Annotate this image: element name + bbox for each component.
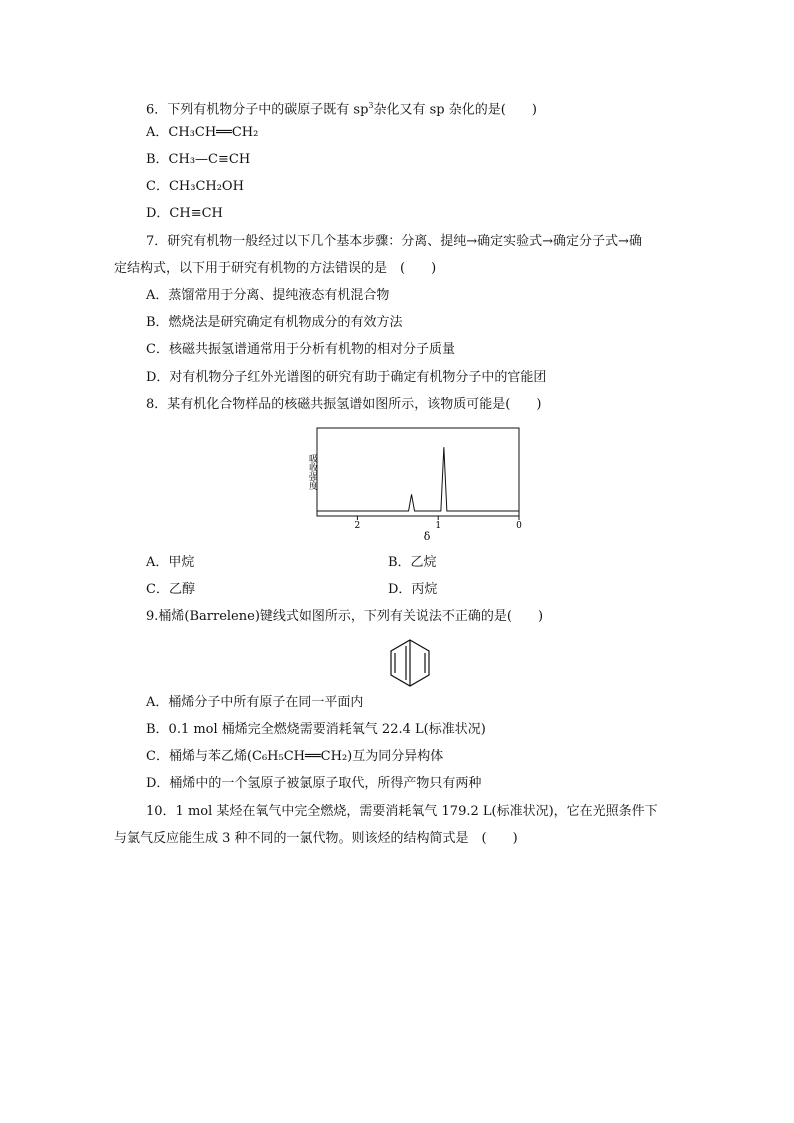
q9-option-c: C．桶烯与苯乙烯(C₆H₅CH══CH₂)互为同分异构体: [146, 749, 444, 764]
q6-option-c: C．CH₃CH₂OH: [146, 179, 244, 194]
q9-option-d: D．桶烯中的一个氢原子被氯原子取代，所得产物只有两种: [146, 776, 482, 791]
q8-stem: 8．某有机化合物样品的核磁共振氢谱如图所示，该物质可能是( ): [146, 397, 542, 412]
x-tick-label: 0: [516, 521, 522, 531]
q6-stem: 6．下列有机物分子中的碳原子既有 $sp^3$杂化又有 sp 杂化的是( ): [146, 101, 537, 118]
x-tick-label: 1: [435, 521, 442, 531]
q8-option-c: C．乙醇: [146, 582, 195, 597]
q8-option-b: B．乙烷: [388, 555, 437, 570]
x-axis-label: δ: [423, 530, 431, 543]
q9-stem: 9.桶烯(Barrelene)键线式如图所示，下列有关说法不正确的是( ): [146, 609, 544, 624]
barrelene-structure: [385, 638, 435, 688]
q7-option-c: C．核磁共振氢谱通常用于分析有机物的相对分子质量: [146, 342, 455, 357]
q7-stem-line2: 定结构式，以下用于研究有机物的方法错误的是 ( ): [114, 261, 437, 276]
chart-frame: [317, 428, 519, 516]
q7-stem-line1: 7．研究有机物一般经过以下几个基本步骤：分离、提纯→确定实验式→确定分子式→确: [146, 234, 642, 249]
x-tick-label: 2: [354, 521, 361, 531]
nmr-spectrum-chart: [300, 424, 530, 546]
q6-option-b: B．CH₃—C≡CH: [146, 152, 251, 167]
q10-stem-line2: 与氯气反应能生成 3 种不同的一氯代物。则该烃的结构简式是 ( ): [114, 831, 518, 846]
spectrum-trace: [317, 447, 519, 511]
q7-option-b: B．燃烧法是研究确定有机物成分的有效方法: [146, 315, 403, 330]
q9-option-a: A．桶烯分子中所有原子在同一平面内: [146, 695, 364, 710]
q7-option-a: A．蒸馏常用于分离、提纯液态有机混合物: [146, 288, 390, 303]
q6-option-a: A．CH₃CH══CH₂: [146, 125, 259, 140]
y-axis-label: 吸收强度: [307, 454, 317, 490]
q9-option-b: B．0.1 mol 桶烯完全燃烧需要消耗氧气 22.4 L(标准状况): [146, 722, 486, 737]
q6-option-d: D．CH≡CH: [146, 206, 223, 221]
q7-option-d: D．对有机物分子红外光谱图的研究有助于确定有机物分子中的官能团: [146, 370, 547, 385]
q10-stem-line1: 10．1 mol 某烃在氧气中完全燃烧，需要消耗氧气 179.2 L(标准状况)，它在光照条件下: [146, 804, 658, 819]
q8-option-a: A．甲烷: [146, 555, 195, 570]
q8-option-d: D．丙烷: [388, 582, 438, 597]
